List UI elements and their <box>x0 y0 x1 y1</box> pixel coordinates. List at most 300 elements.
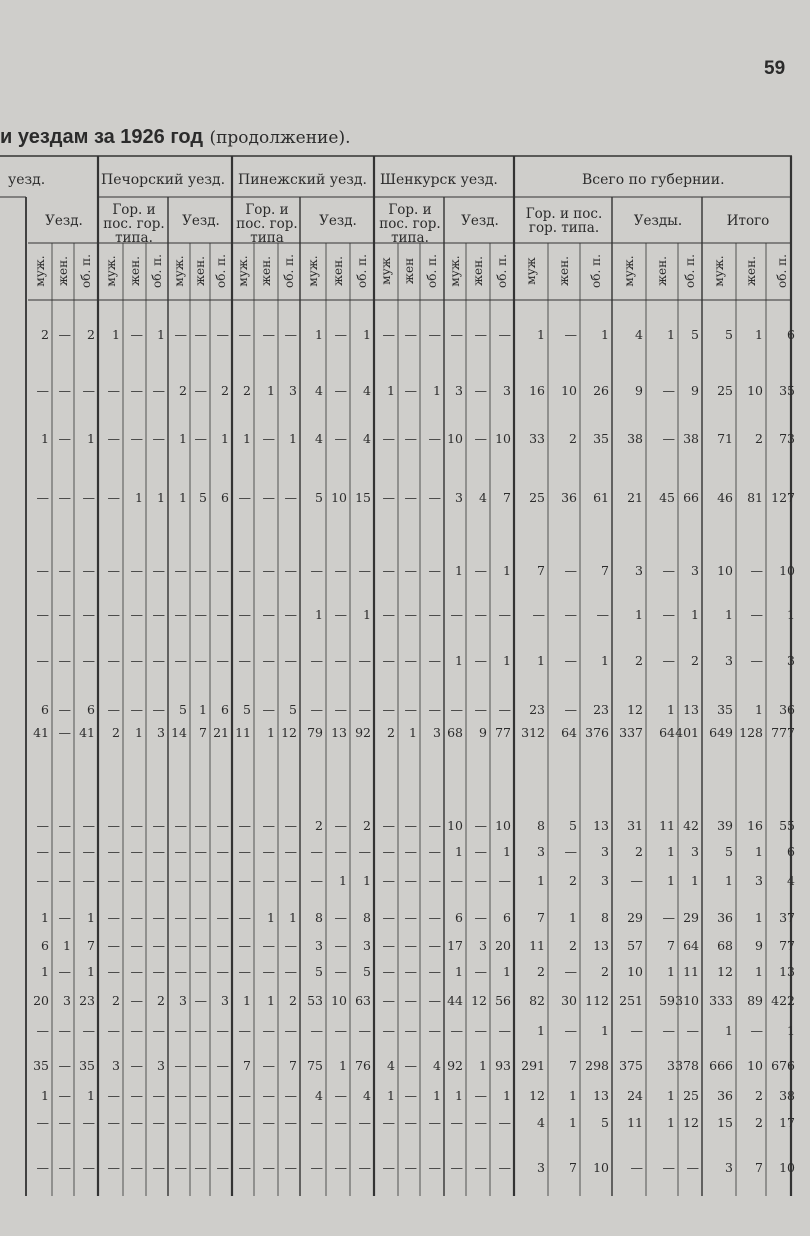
table-cell: — <box>174 1057 187 1073</box>
table-cell: 1 <box>537 326 545 342</box>
table-cell: — <box>216 1159 229 1175</box>
table-cell: 5 <box>199 489 207 505</box>
table-cell: 7 <box>569 1159 577 1175</box>
table-cell: — <box>107 652 120 668</box>
table-cell: — <box>662 909 675 925</box>
table-cell: 6 <box>41 937 49 953</box>
table-cell: — <box>750 1022 763 1038</box>
subheader-g2a: Гор. и пос. гор. типа <box>236 202 298 246</box>
table-cell: — <box>428 701 441 717</box>
table-cell: 127 <box>771 489 795 505</box>
table-cell: — <box>428 1159 441 1175</box>
table-cell: 112 <box>585 992 609 1008</box>
table-cell: — <box>474 909 487 925</box>
table-cell: — <box>82 489 95 505</box>
table-cell: — <box>152 1159 165 1175</box>
table-cell: 1 <box>387 382 395 398</box>
table-cell: — <box>58 1114 71 1130</box>
table-cell: 36 <box>561 489 577 505</box>
table-cell: — <box>474 701 487 717</box>
table-cell: — <box>130 1022 143 1038</box>
table-cell: 7 <box>289 1057 297 1073</box>
table-cell: 4 <box>479 489 487 505</box>
table-cell: — <box>564 963 577 979</box>
table-cell: 1 <box>157 326 165 342</box>
table-cell: 3 <box>725 1159 733 1175</box>
column-label: об. п. <box>495 254 509 288</box>
table-cell: — <box>194 562 207 578</box>
table-cell: 4 <box>537 1114 545 1130</box>
table-cell: 1 <box>787 606 795 622</box>
table-cell: — <box>358 701 371 717</box>
column-label: об. п. <box>214 254 228 288</box>
table-cell: — <box>428 963 441 979</box>
table-cell: 7 <box>601 562 609 578</box>
table-cell: — <box>750 606 763 622</box>
table-cell: 3 <box>157 1057 165 1073</box>
table-cell: 1 <box>569 1114 577 1130</box>
table-cell: 1 <box>691 872 699 888</box>
table-cell: 7 <box>87 937 95 953</box>
table-cell: — <box>194 1159 207 1175</box>
table-cell: 1 <box>87 1087 95 1103</box>
table-cell: 1 <box>601 1022 609 1038</box>
table-cell: — <box>428 843 441 859</box>
table-cell: — <box>284 843 297 859</box>
table-cell: 5 <box>315 489 323 505</box>
table-cell: 1 <box>455 652 463 668</box>
table-cell: — <box>382 817 395 833</box>
table-cell: — <box>474 1114 487 1130</box>
table-cell: — <box>358 1114 371 1130</box>
table-cell: 1 <box>315 606 323 622</box>
table-cell: — <box>564 562 577 578</box>
table-cell: 4 <box>363 430 371 446</box>
column-label: об. п. <box>355 254 369 288</box>
table-cell: 1 <box>41 430 49 446</box>
table-cell: 92 <box>355 724 371 740</box>
subheader-g3a: Гор. и пос. гор. типа. <box>379 202 441 246</box>
table-cell: 1 <box>135 724 143 740</box>
table-cell: — <box>262 872 275 888</box>
table-cell: — <box>404 606 417 622</box>
subheader-g1b: Уезд. <box>182 213 220 229</box>
column-label: об. п. <box>150 254 164 288</box>
table-cell: — <box>107 1022 120 1038</box>
table-cell: 2 <box>755 430 763 446</box>
table-cell: 1 <box>725 872 733 888</box>
table-cell: 1 <box>289 430 297 446</box>
table-cell: 1 <box>755 909 763 925</box>
table-cell: — <box>152 701 165 717</box>
table-cell: — <box>334 937 347 953</box>
table-cell: 1 <box>363 606 371 622</box>
table-cell: — <box>404 937 417 953</box>
table-cell: — <box>58 963 71 979</box>
table-cell: 2 <box>289 992 297 1008</box>
table-cell: — <box>310 701 323 717</box>
table-cell: — <box>152 937 165 953</box>
table-cell: — <box>334 701 347 717</box>
table-cell: — <box>130 652 143 668</box>
table-cell: — <box>194 326 207 342</box>
table-cell: — <box>58 872 71 888</box>
subheader-g4b: Уезды. <box>633 213 683 229</box>
table-cell: — <box>152 817 165 833</box>
table-cell: — <box>130 872 143 888</box>
table-cell: 1 <box>667 701 675 717</box>
table-cell: — <box>58 1087 71 1103</box>
table-cell: 82 <box>529 992 545 1008</box>
table-cell: — <box>130 909 143 925</box>
table-cell: 8 <box>363 909 371 925</box>
table-cell: — <box>130 606 143 622</box>
column-label: об. п. <box>775 254 789 288</box>
table-cell: 310 <box>675 992 699 1008</box>
table-cell: — <box>174 1087 187 1103</box>
table-cell: 666 <box>709 1057 733 1073</box>
table-cell: — <box>404 1159 417 1175</box>
table-cell: 422 <box>771 992 795 1008</box>
column-label: жен. <box>331 256 345 286</box>
table-cell: — <box>262 937 275 953</box>
table-cell: 1 <box>569 909 577 925</box>
table-cell: 79 <box>307 724 323 740</box>
table-cell: 3 <box>601 843 609 859</box>
table-cell: — <box>58 1057 71 1073</box>
table-cell: 376 <box>585 724 609 740</box>
table-cell: — <box>450 872 463 888</box>
table-cell: — <box>564 326 577 342</box>
table-cell: 6 <box>787 326 795 342</box>
table-cell: 7 <box>503 489 511 505</box>
table-cell: — <box>498 606 511 622</box>
table-cell: — <box>58 489 71 505</box>
table-cell: — <box>474 843 487 859</box>
table-cell: 2 <box>635 843 643 859</box>
group-header-total: Всего по губернии. <box>582 172 725 188</box>
table-cell: — <box>284 937 297 953</box>
table-cell: — <box>358 843 371 859</box>
table-cell: — <box>428 817 441 833</box>
table-cell: 2 <box>691 652 699 668</box>
table-cell: 2 <box>243 382 251 398</box>
table-cell: — <box>174 606 187 622</box>
table-cell: — <box>130 326 143 342</box>
column-label: муж. <box>622 255 636 287</box>
column-label: муж. <box>172 255 186 287</box>
table-cell: — <box>36 817 49 833</box>
table-cell: — <box>58 843 71 859</box>
table-cell: 7 <box>243 1057 251 1073</box>
table-cell: — <box>564 1022 577 1038</box>
table-cell: 10 <box>495 430 511 446</box>
table-cell: — <box>404 1022 417 1038</box>
table-cell: — <box>238 1087 251 1103</box>
table-cell: 1 <box>41 1087 49 1103</box>
table-cell: 8 <box>315 909 323 925</box>
table-cell: — <box>36 652 49 668</box>
table-cell: — <box>107 1159 120 1175</box>
table-cell: — <box>382 909 395 925</box>
table-cell: 7 <box>537 562 545 578</box>
table-cell: 20 <box>495 937 511 953</box>
table-cell: — <box>107 489 120 505</box>
table-cell: 10 <box>717 562 733 578</box>
table-cell: 1 <box>601 326 609 342</box>
column-label: муж. <box>236 255 250 287</box>
table-cell: 1 <box>667 326 675 342</box>
table-cell: — <box>428 1022 441 1038</box>
table-cell: 12 <box>281 724 297 740</box>
table-cell: 10 <box>561 382 577 398</box>
title-continuation: (продолжение). <box>209 128 351 148</box>
table-cell: — <box>262 963 275 979</box>
title-main: и уездам за 1926 год <box>0 126 204 148</box>
table-cell: 1 <box>755 701 763 717</box>
table-cell: 1 <box>409 724 417 740</box>
table-cell: 25 <box>717 382 733 398</box>
table-cell: — <box>174 1159 187 1175</box>
table-cell: — <box>662 1022 675 1038</box>
table-cell: — <box>382 872 395 888</box>
table-cell: — <box>194 430 207 446</box>
table-cell: 1 <box>755 843 763 859</box>
table-cell: 5 <box>725 326 733 342</box>
table-cell: 8 <box>537 817 545 833</box>
table-cell: — <box>262 430 275 446</box>
table-cell: 35 <box>779 382 795 398</box>
table-cell: — <box>238 1114 251 1130</box>
table-cell: — <box>450 1022 463 1038</box>
table-cell: — <box>130 701 143 717</box>
table-cell: — <box>216 326 229 342</box>
table-cell: — <box>216 909 229 925</box>
table-cell: — <box>174 909 187 925</box>
table-cell: — <box>334 909 347 925</box>
table-cell: 3 <box>787 652 795 668</box>
table-cell: — <box>382 937 395 953</box>
table-cell: 3 <box>63 992 71 1008</box>
table-cell: 1 <box>179 430 187 446</box>
table-cell: — <box>152 652 165 668</box>
table-cell: 10 <box>747 1057 763 1073</box>
table-cell: — <box>284 963 297 979</box>
table-cell: — <box>174 963 187 979</box>
table-cell: — <box>174 1022 187 1038</box>
table-cell: 2 <box>635 652 643 668</box>
table-cell: — <box>130 382 143 398</box>
table-cell: — <box>662 606 675 622</box>
table-cell: 291 <box>521 1057 545 1073</box>
table-cell: 16 <box>529 382 545 398</box>
table-cell: 1 <box>479 1057 487 1073</box>
table-cell: — <box>284 1087 297 1103</box>
page-number: 59 <box>764 58 786 79</box>
column-label: об. п. <box>282 254 296 288</box>
table-cell: — <box>194 909 207 925</box>
table-cell: 1 <box>339 1057 347 1073</box>
table-cell: 41 <box>79 724 95 740</box>
table-cell: 1 <box>221 430 229 446</box>
table-cell: — <box>36 1022 49 1038</box>
table-cell: — <box>382 1114 395 1130</box>
subheader-g1a: Гор. и пос. гор. типа. <box>103 202 165 246</box>
table-cell: 333 <box>709 992 733 1008</box>
table-cell: 20 <box>33 992 49 1008</box>
table-cell: 4 <box>363 1087 371 1103</box>
table-cell: — <box>498 701 511 717</box>
table-cell: — <box>58 652 71 668</box>
table-cell: 12 <box>683 1114 699 1130</box>
table-cell: — <box>216 606 229 622</box>
table-cell: 75 <box>307 1057 323 1073</box>
table-cell: 3 <box>363 937 371 953</box>
table-cell: 1 <box>537 652 545 668</box>
column-label: об. п. <box>683 254 697 288</box>
table-cell: 2 <box>569 872 577 888</box>
table-cell: — <box>130 1057 143 1073</box>
table-cell: — <box>262 1114 275 1130</box>
table-cell: — <box>216 963 229 979</box>
table-cell: — <box>36 382 49 398</box>
table-cell: — <box>262 489 275 505</box>
table-cell: 7 <box>755 1159 763 1175</box>
table-cell: — <box>238 817 251 833</box>
table-cell: — <box>58 701 71 717</box>
table-cell: — <box>216 817 229 833</box>
table-cell: — <box>334 843 347 859</box>
table-cell: 77 <box>779 937 795 953</box>
table-cell: 1 <box>135 489 143 505</box>
table-cell: — <box>238 489 251 505</box>
table-cell: 9 <box>755 937 763 953</box>
table-cell: 38 <box>627 430 643 446</box>
table-cell: — <box>107 382 120 398</box>
table-cell: — <box>630 1159 643 1175</box>
table-cell: 7 <box>569 1057 577 1073</box>
column-label: муж <box>524 257 538 285</box>
table-cell: 33 <box>529 430 545 446</box>
table-cell: — <box>194 1114 207 1130</box>
table-cell: — <box>36 1159 49 1175</box>
table-cell: — <box>107 937 120 953</box>
table-cell: — <box>36 606 49 622</box>
table-cell: 128 <box>739 724 763 740</box>
table-cell: — <box>662 652 675 668</box>
table-cell: 10 <box>593 1159 609 1175</box>
table-cell: — <box>238 963 251 979</box>
table-cell: 3 <box>179 992 187 1008</box>
table-cell: — <box>262 701 275 717</box>
table-cell: — <box>284 489 297 505</box>
table-cell: 23 <box>593 701 609 717</box>
table-cell: — <box>152 1114 165 1130</box>
table-cell: — <box>36 843 49 859</box>
table-cell: 3 <box>725 652 733 668</box>
table-cell: 1 <box>503 843 511 859</box>
table-cell: — <box>630 1022 643 1038</box>
table-cell: — <box>450 326 463 342</box>
table-cell: — <box>238 562 251 578</box>
table-cell: 3 <box>289 382 297 398</box>
table-cell: — <box>262 606 275 622</box>
table-cell: 1 <box>289 909 297 925</box>
table-cell: 46 <box>717 489 733 505</box>
table-cell: — <box>82 382 95 398</box>
table-cell: — <box>428 326 441 342</box>
table-cell: 1 <box>455 562 463 578</box>
table-cell: — <box>238 652 251 668</box>
table-cell: — <box>450 1114 463 1130</box>
table-cell: 9 <box>635 382 643 398</box>
table-cell: 6 <box>221 489 229 505</box>
table-cell: 3 <box>667 1057 675 1073</box>
table-cell: — <box>194 937 207 953</box>
table-cell: 1 <box>87 963 95 979</box>
table-cell: — <box>474 1159 487 1175</box>
table-cell: — <box>194 1087 207 1103</box>
table-cell: 3 <box>221 992 229 1008</box>
table-cell: 10 <box>331 489 347 505</box>
column-label: жен. <box>557 256 571 286</box>
table-cell: 66 <box>683 489 699 505</box>
table-cell: 59 <box>659 992 675 1008</box>
table-cell: 13 <box>779 963 795 979</box>
subheader-g0: Уезд. <box>45 213 83 229</box>
table-cell: 1 <box>199 701 207 717</box>
column-label: муж. <box>103 255 118 287</box>
table-cell: 2 <box>87 326 95 342</box>
table-cell: — <box>262 562 275 578</box>
table-cell: 8 <box>601 909 609 925</box>
table-cell: — <box>107 562 120 578</box>
table-cell: 2 <box>179 382 187 398</box>
table-cell: — <box>36 489 49 505</box>
table-cell: 777 <box>771 724 795 740</box>
table-cell: — <box>498 1114 511 1130</box>
table-cell: 6 <box>221 701 229 717</box>
table-cell: 9 <box>691 382 699 398</box>
table-cell: 56 <box>495 992 511 1008</box>
table-cell: — <box>194 817 207 833</box>
table-cell: — <box>310 872 323 888</box>
table-cell: — <box>82 562 95 578</box>
table-cell: 4 <box>315 382 323 398</box>
table-cell: — <box>216 652 229 668</box>
table-cell: 3 <box>455 382 463 398</box>
table-cell: — <box>130 1114 143 1130</box>
group-header-uezd: уезд. <box>8 172 46 188</box>
subheader-g4c: Итого <box>726 213 770 229</box>
table-cell: 1 <box>503 963 511 979</box>
table-cell: — <box>82 817 95 833</box>
table-cell: — <box>310 1159 323 1175</box>
table-cell: — <box>107 1114 120 1130</box>
table-cell: 337 <box>619 724 643 740</box>
table-cell: 64 <box>561 724 577 740</box>
table-cell: — <box>310 562 323 578</box>
table-cell: — <box>107 701 120 717</box>
table-cell: — <box>358 652 371 668</box>
table-cell: 6 <box>787 843 795 859</box>
table-cell: 35 <box>593 430 609 446</box>
table-cell: 3 <box>601 872 609 888</box>
table-cell: 1 <box>243 430 251 446</box>
table-cell: 3 <box>537 1159 545 1175</box>
table-cell: 11 <box>659 817 675 833</box>
table-cell: — <box>310 652 323 668</box>
